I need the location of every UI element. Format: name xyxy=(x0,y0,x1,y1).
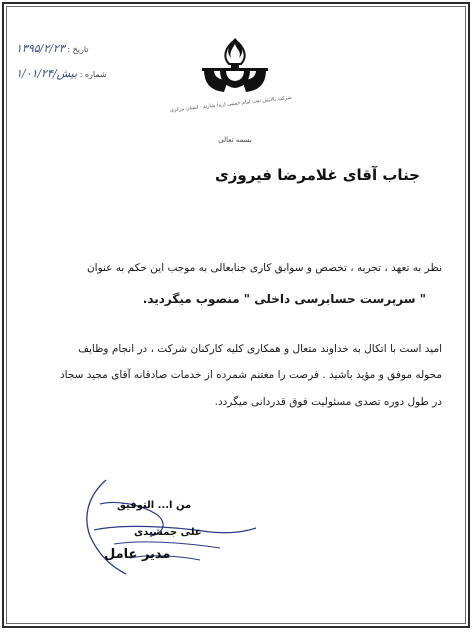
signatory-title: مدیر عامل xyxy=(104,547,171,562)
company-name: شرکت پالایش نفت امام خمینی (ره) شازند - استان مرکزی xyxy=(169,94,293,114)
body-line-2: " سرپرست حسابرسی داخلی " منصوب میگردید. xyxy=(142,292,426,306)
logo-bar xyxy=(202,68,268,71)
body-line-1: نظر به تعهد ، تجربه ، تخصص و سوابق کاری جنابعالی به موجب این حکم به عنوان xyxy=(86,262,442,274)
number-label: شماره : xyxy=(79,70,107,79)
body-line-4: محوله موفق و مؤید باشید . فرصت را مغتنم شمرده از خدمات صادقانه آقای مجید سجاد xyxy=(59,369,442,381)
basmala: بسمه تعالی xyxy=(218,136,252,144)
body-line-3: امید است با اتکال به خداوند متعال و همکاری کلیه کارکنان شرکت ، در انجام وظایف xyxy=(78,343,442,355)
letter-number xyxy=(16,67,107,80)
company-logo xyxy=(198,36,272,96)
addressee: جناب آقای غلامرضا فیروزی xyxy=(214,166,420,184)
closing-phrase: من ا... التوفیق xyxy=(117,500,192,511)
letter-date xyxy=(16,42,88,55)
signatory-name: علی جمشیدی xyxy=(134,527,202,538)
body-line-5: در طول دوره تصدی مسئولیت فوق قدردانی میگردد. xyxy=(214,396,442,408)
date-value: ۱۳۹۵/۲/۲۳ xyxy=(16,42,65,55)
number-value: بیش/۱/۰۱/۲۴ xyxy=(16,67,78,80)
date-label: تاریخ : xyxy=(67,45,89,54)
